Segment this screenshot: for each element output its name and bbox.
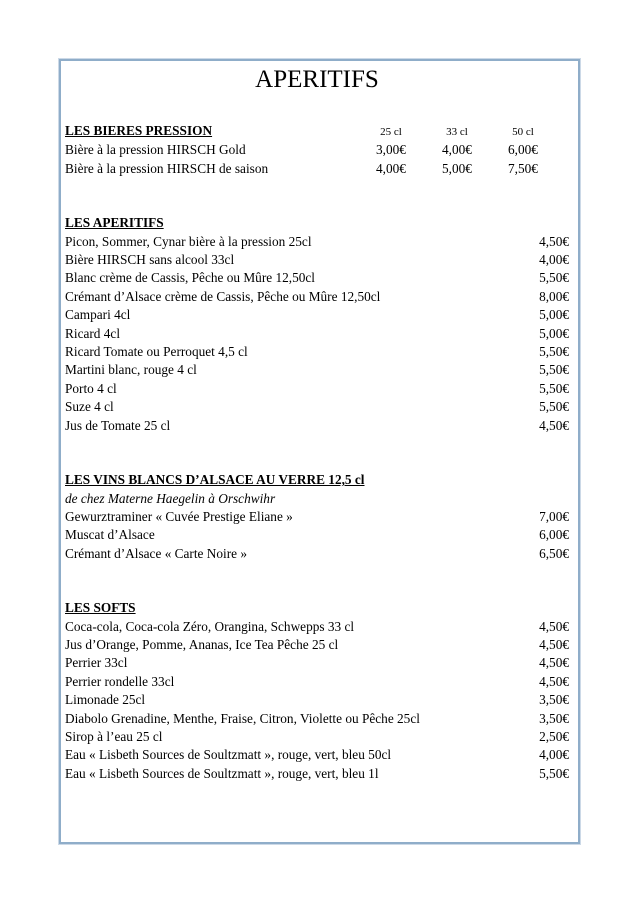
menu-item-row — [65, 545, 569, 563]
page-title: APERITIFS — [255, 66, 379, 93]
item-label: Diabolo Grenadine, Menthe, Fraise, Citron, Violette ou Pêche 25cl — [65, 710, 420, 726]
item-label: Coca-cola, Coca-cola Zéro, Orangina, Schwepps 33 cl — [65, 618, 355, 634]
item-price: 5,00€ — [539, 307, 569, 323]
menu-item-row — [65, 728, 569, 746]
item-price: 2,50€ — [539, 728, 569, 744]
item-label: Ricard 4cl — [65, 325, 121, 341]
item-price-25cl: 3,00€ — [376, 142, 406, 158]
item-label: Muscat d’Alsace — [65, 527, 155, 543]
item-price: 6,00€ — [539, 527, 569, 543]
section-heading-aperitifs: LES APERITIFS — [65, 215, 164, 231]
item-label: Jus de Tomate 25 cl — [65, 417, 171, 433]
menu-item-row — [65, 417, 569, 435]
section-heading-softs: LES SOFTS — [65, 600, 136, 616]
item-price: 8,00€ — [539, 288, 569, 304]
item-label: Gewurztraminer « Cuvée Prestige Eliane » — [65, 508, 293, 524]
menu-item-row — [65, 398, 569, 416]
item-price: 5,50€ — [539, 399, 569, 415]
item-label: Limonade 25cl — [65, 692, 146, 708]
beers-column-header-25cl: 25 cl — [380, 126, 402, 138]
item-label: Blanc crème de Cassis, Pêche ou Mûre 12,50cl — [65, 270, 315, 286]
item-price: 4,50€ — [539, 636, 569, 652]
item-price: 4,00€ — [539, 747, 569, 763]
item-price-33cl: 4,00€ — [442, 142, 472, 158]
section-heading-vins: LES VINS BLANCS D’ALSACE AU VERRE 12,5 cl — [65, 472, 365, 488]
item-price: 5,50€ — [539, 344, 569, 360]
menu-item-row — [65, 141, 569, 159]
item-price: 4,50€ — [539, 618, 569, 634]
item-label: Eau « Lisbeth Sources de Soultzmatt », rouge, vert, bleu 50cl — [65, 747, 392, 763]
item-price: 3,50€ — [539, 710, 569, 726]
menu-item-row — [65, 160, 569, 178]
beers-header-row — [65, 122, 569, 141]
menu-item-row — [65, 765, 569, 783]
item-price: 4,50€ — [539, 417, 569, 433]
item-label: Bière HIRSCH sans alcool 33cl — [65, 252, 235, 268]
item-price: 6,50€ — [539, 545, 569, 561]
menu-item-row — [65, 269, 569, 287]
section-vins — [65, 471, 569, 563]
item-label: Jus d’Orange, Pomme, Ananas, Ice Tea Pêche 25 cl — [65, 636, 339, 652]
item-price-50cl: 6,00€ — [508, 142, 538, 158]
menu-item-row — [65, 306, 569, 324]
item-label: Sirop à l’eau 25 cl — [65, 728, 163, 744]
menu-item-row — [65, 380, 569, 398]
menu-item-row — [65, 361, 569, 379]
item-price-50cl: 7,50€ — [508, 160, 538, 176]
item-price: 4,50€ — [539, 655, 569, 671]
section-softs — [65, 599, 569, 783]
menu-item-row — [65, 325, 569, 343]
menu-item-row — [65, 343, 569, 361]
section-heading-beers: LES BIERES PRESSION — [65, 123, 213, 138]
menu-item-row — [65, 288, 569, 306]
item-price: 5,50€ — [539, 270, 569, 286]
section-beers — [65, 122, 569, 178]
item-price-33cl: 5,00€ — [442, 160, 472, 176]
item-price: 4,00€ — [539, 252, 569, 268]
item-price: 5,50€ — [539, 362, 569, 378]
menu-item-row — [65, 673, 569, 691]
item-price: 4,50€ — [539, 233, 569, 249]
item-label: Campari 4cl — [65, 307, 131, 323]
menu-item-row — [65, 618, 569, 636]
menu-item-row — [65, 746, 569, 764]
menu-item-row — [65, 251, 569, 269]
beers-column-header-33cl: 33 cl — [446, 126, 468, 138]
menu-content — [61, 61, 578, 783]
item-label: Suze 4 cl — [65, 399, 114, 415]
item-price: 4,50€ — [539, 673, 569, 689]
menu-item-row — [65, 508, 569, 526]
menu-item-row — [65, 710, 569, 728]
item-label: Perrier 33cl — [65, 655, 128, 671]
menu-item-row — [65, 526, 569, 544]
item-label: Bière à la pression HIRSCH Gold — [65, 142, 246, 158]
menu-item-row — [65, 233, 569, 251]
item-label: Bière à la pression HIRSCH de saison — [65, 160, 269, 176]
item-price: 5,50€ — [539, 380, 569, 396]
section-subtitle-vins: de chez Materne Haegelin à Orschwihr — [65, 490, 276, 506]
item-price: 5,00€ — [539, 325, 569, 341]
item-price: 3,50€ — [539, 692, 569, 708]
item-label: Porto 4 cl — [65, 380, 117, 396]
item-label: Ricard Tomate ou Perroquet 4,5 cl — [65, 344, 248, 360]
beers-column-header-50cl: 50 cl — [512, 126, 534, 138]
menu-page-border — [59, 59, 580, 844]
item-label: Martini blanc, rouge 4 cl — [65, 362, 197, 378]
item-price: 5,50€ — [539, 765, 569, 781]
item-price-25cl: 4,00€ — [376, 160, 406, 176]
item-label: Eau « Lisbeth Sources de Soultzmatt », rouge, vert, bleu 1l — [65, 765, 379, 781]
item-label: Crémant d’Alsace « Carte Noire » — [65, 545, 248, 561]
menu-item-row — [65, 636, 569, 654]
menu-item-row — [65, 691, 569, 709]
item-label: Picon, Sommer, Cynar bière à la pression 25cl — [65, 233, 312, 249]
item-price: 7,00€ — [539, 508, 569, 524]
item-label: Crémant d’Alsace crème de Cassis, Pêche ou Mûre 12,50cl — [65, 288, 381, 304]
item-label: Perrier rondelle 33cl — [65, 673, 175, 689]
menu-item-row — [65, 654, 569, 672]
section-aperitifs — [65, 214, 569, 435]
